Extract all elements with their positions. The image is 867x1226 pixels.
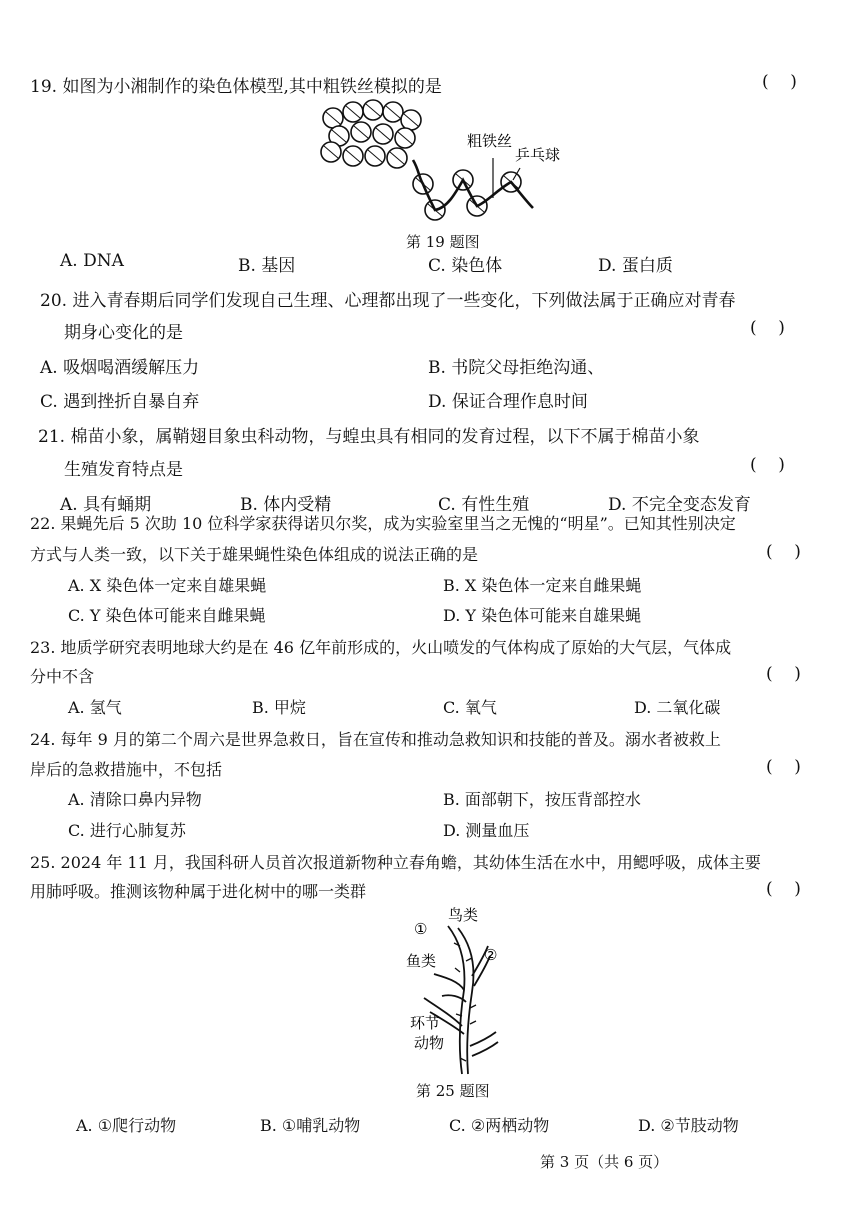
q21-option-b[interactable]: B. 体内受精	[240, 495, 332, 515]
q25-stem-line2: 用肺呼吸。推测该物种属于进化树中的哪一类群	[30, 882, 367, 901]
page-number: 第 3 页（共 6 页）	[540, 1153, 669, 1171]
q21-stem-line1: 21. 棉苗小象，属鞘翅目象虫科动物，与蝗虫具有相同的发育过程，以下不属于棉苗小象	[38, 427, 700, 447]
q21-option-d[interactable]: D. 不完全变态发育	[608, 495, 751, 515]
q24-option-a[interactable]: A. 清除口鼻内异物	[68, 790, 202, 809]
q25-marker-2: ②	[484, 946, 498, 964]
q23-option-a[interactable]: A. 氢气	[68, 698, 122, 717]
q25-option-a[interactable]: A. ①爬行动物	[76, 1116, 177, 1135]
q21-answer-blank: ( )	[750, 455, 785, 475]
q21-option-c[interactable]: C. 有性生殖	[438, 495, 530, 515]
q22-option-d[interactable]: D. Y 染色体可能来自雄果蝇	[443, 606, 642, 625]
q19-chromosome-model-figure	[315, 98, 575, 228]
q24-option-b[interactable]: B. 面部朝下，按压背部控水	[443, 790, 641, 809]
q25-label-annelid-2: 动物	[414, 1034, 445, 1052]
q20-answer-blank: ( )	[750, 318, 785, 338]
q25-evolution-tree-figure	[400, 906, 520, 1076]
q24-option-c[interactable]: C. 进行心肺复苏	[68, 821, 186, 840]
q23-option-c[interactable]: C. 氧气	[443, 698, 497, 717]
q23-answer-blank: ( )	[766, 664, 801, 684]
q22-option-a[interactable]: A. X 染色体一定来自雄果蝇	[68, 576, 267, 595]
q24-stem-line1: 24. 每年 9 月的第二个周六是世界急救日，旨在宣传和推动急救知识和技能的普及。溺水者被救上	[30, 730, 721, 749]
q23-stem-line1: 23. 地质学研究表明地球大约是在 46 亿年前形成的，火山喷发的气体构成了原始的大气层，气体成	[30, 638, 732, 657]
q19-figure-caption: 第 19 题图	[406, 233, 480, 251]
q19-option-d[interactable]: D. 蛋白质	[598, 256, 673, 276]
q25-answer-blank: ( )	[766, 879, 801, 899]
q19-answer-blank: ( )	[762, 72, 797, 92]
q25-label-fish: 鱼类	[406, 952, 437, 970]
q24-stem-line2: 岸后的急救措施中，不包括	[30, 760, 223, 779]
q19-label-wire: 粗铁丝	[467, 132, 513, 150]
q21-option-a[interactable]: A. 具有蛹期	[60, 495, 152, 515]
q19-option-c[interactable]: C. 染色体	[428, 256, 503, 276]
q19-stem: 19. 如图为小湘制作的染色体模型,其中粗铁丝模拟的是	[30, 77, 442, 97]
q22-answer-blank: ( )	[766, 542, 801, 562]
q20-option-a[interactable]: A. 吸烟喝酒缓解压力	[40, 358, 200, 378]
q25-option-c[interactable]: C. ②两栖动物	[449, 1116, 550, 1135]
q25-label-annelid-1: 环节	[410, 1014, 441, 1032]
q25-label-bird: 鸟类	[448, 906, 479, 924]
q23-stem-line2: 分中不含	[30, 667, 95, 686]
q25-option-b[interactable]: B. ①哺乳动物	[260, 1116, 361, 1135]
q25-figure-caption: 第 25 题图	[416, 1082, 490, 1100]
q20-option-b[interactable]: B. 书院父母拒绝沟通、	[428, 358, 605, 378]
q23-option-b[interactable]: B. 甲烷	[252, 698, 306, 717]
q19-label-ball: 乒乓球	[515, 146, 561, 164]
q19-option-b[interactable]: B. 基因	[238, 256, 296, 276]
q23-option-d[interactable]: D. 二氧化碳	[634, 698, 721, 717]
q24-option-d[interactable]: D. 测量血压	[443, 821, 530, 840]
q22-option-c[interactable]: C. Y 染色体可能来自雌果蝇	[68, 606, 266, 625]
q25-marker-1: ①	[414, 920, 428, 938]
q20-option-c[interactable]: C. 遇到挫折自暴自弃	[40, 392, 200, 412]
q24-answer-blank: ( )	[766, 757, 801, 777]
q19-option-a[interactable]: A. DNA	[60, 251, 124, 271]
q20-stem-line2: 期身心变化的是	[64, 323, 183, 343]
q20-stem-line1: 20. 进入青春期后同学们发现自己生理、心理都出现了一些变化，下列做法属于正确应对青春	[40, 291, 736, 311]
q22-option-b[interactable]: B. X 染色体一定来自雌果蝇	[443, 576, 642, 595]
q21-stem-line2: 生殖发育特点是	[64, 460, 183, 480]
q22-stem-line1: 22. 果蝇先后 5 次助 10 位科学家获得诺贝尔奖，成为实验室里当之无愧的“明星”。已知其性别决定	[30, 514, 736, 533]
q25-option-d[interactable]: D. ②节肢动物	[638, 1116, 739, 1135]
q20-option-d[interactable]: D. 保证合理作息时间	[428, 392, 588, 412]
q22-stem-line2: 方式与人类一致，以下关于雄果蝇性染色体组成的说法正确的是	[30, 545, 479, 564]
q25-stem-line1: 25. 2024 年 11 月，我国科研人员首次报道新物种立春角蟾，其幼体生活在水中，用鳃呼吸，成体主要	[30, 853, 761, 872]
